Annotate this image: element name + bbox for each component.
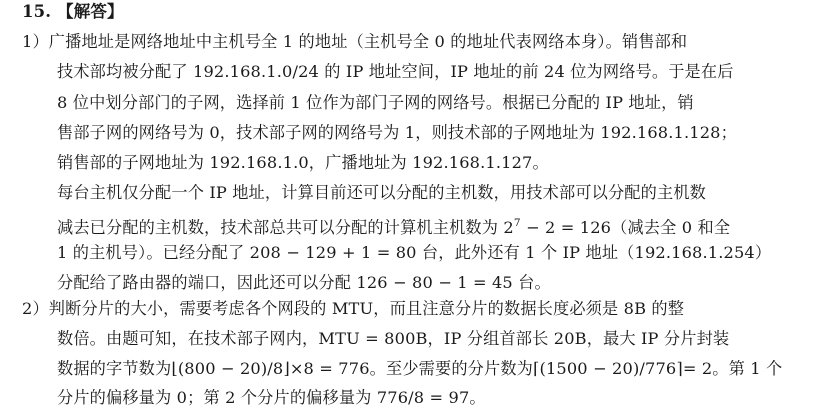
host-count-line2-pre: 减去已分配的主机数，技术部总共可以分配的计算机主机数为 2 — [57, 218, 514, 237]
problem-heading: 15. 【解答】 — [22, 2, 124, 21]
host-count-line3: 1 的主机号）。已经分配了 208 − 129 + 1 = 80 台，此外还有 1 个 IP 地址（192.168.1.254） — [57, 243, 772, 262]
host-count-line1: 每台主机仅分配一个 IP 地址，计算目前还可以分配的主机数，用技术部可以分配的主机数 — [57, 183, 706, 202]
answer-part2-line2: 数倍。由题可知，在技术部子网内，MTU = 800B，IP 分组首部长 20B，最大 IP 分片封装 — [57, 329, 730, 348]
answer-part1-line5: 销售部的子网地址为 192.168.1.0，广播地址为 192.168.1.127。 — [57, 153, 549, 172]
answer-part1-line3: 8 位中划分部门的子网，选择前 1 位作为部门子网的网络号。根据已分配的 IP 地址，销 — [57, 93, 694, 112]
answer-part2-line1: 2）判断分片的大小，需要考虑各个网段的 MTU，而且注意分片的数据长度必须是 8B 的整 — [22, 299, 685, 318]
answer-part1-line4: 售部子网的网络号为 0，技术部子网的网络号为 1，则技术部的子网地址为 192.168.1.128； — [57, 123, 737, 142]
answer-part1-line2: 技术部均被分配了 192.168.1.0/24 的 IP 地址空间，IP 地址的前 24 位为网络号。于是在后 — [57, 62, 734, 81]
answer-part1-line1: 1）广播地址是网络地址中主机号全 1 的地址（主机号全 0 的地址代表网络本身）。销售部和 — [22, 32, 688, 51]
answer-part2-line3: 数据的字节数为⌊(800 − 20)/8⌋×8 = 776。至少需要的分片数为⌈(1500 − 20)/776⌉= 2。第 1 个 — [57, 359, 783, 378]
host-count-line2-post: − 2 = 126（减去全 0 和全 — [520, 218, 731, 237]
host-count-line4: 分配给了路由器的端口，因此还可以分配 126 − 80 − 1 = 45 台。 — [57, 273, 551, 292]
answer-part2-line4: 分片的偏移量为 0；第 2 个分片的偏移量为 776/8 = 97。 — [57, 388, 486, 407]
power-exponent: 7 — [513, 217, 521, 229]
